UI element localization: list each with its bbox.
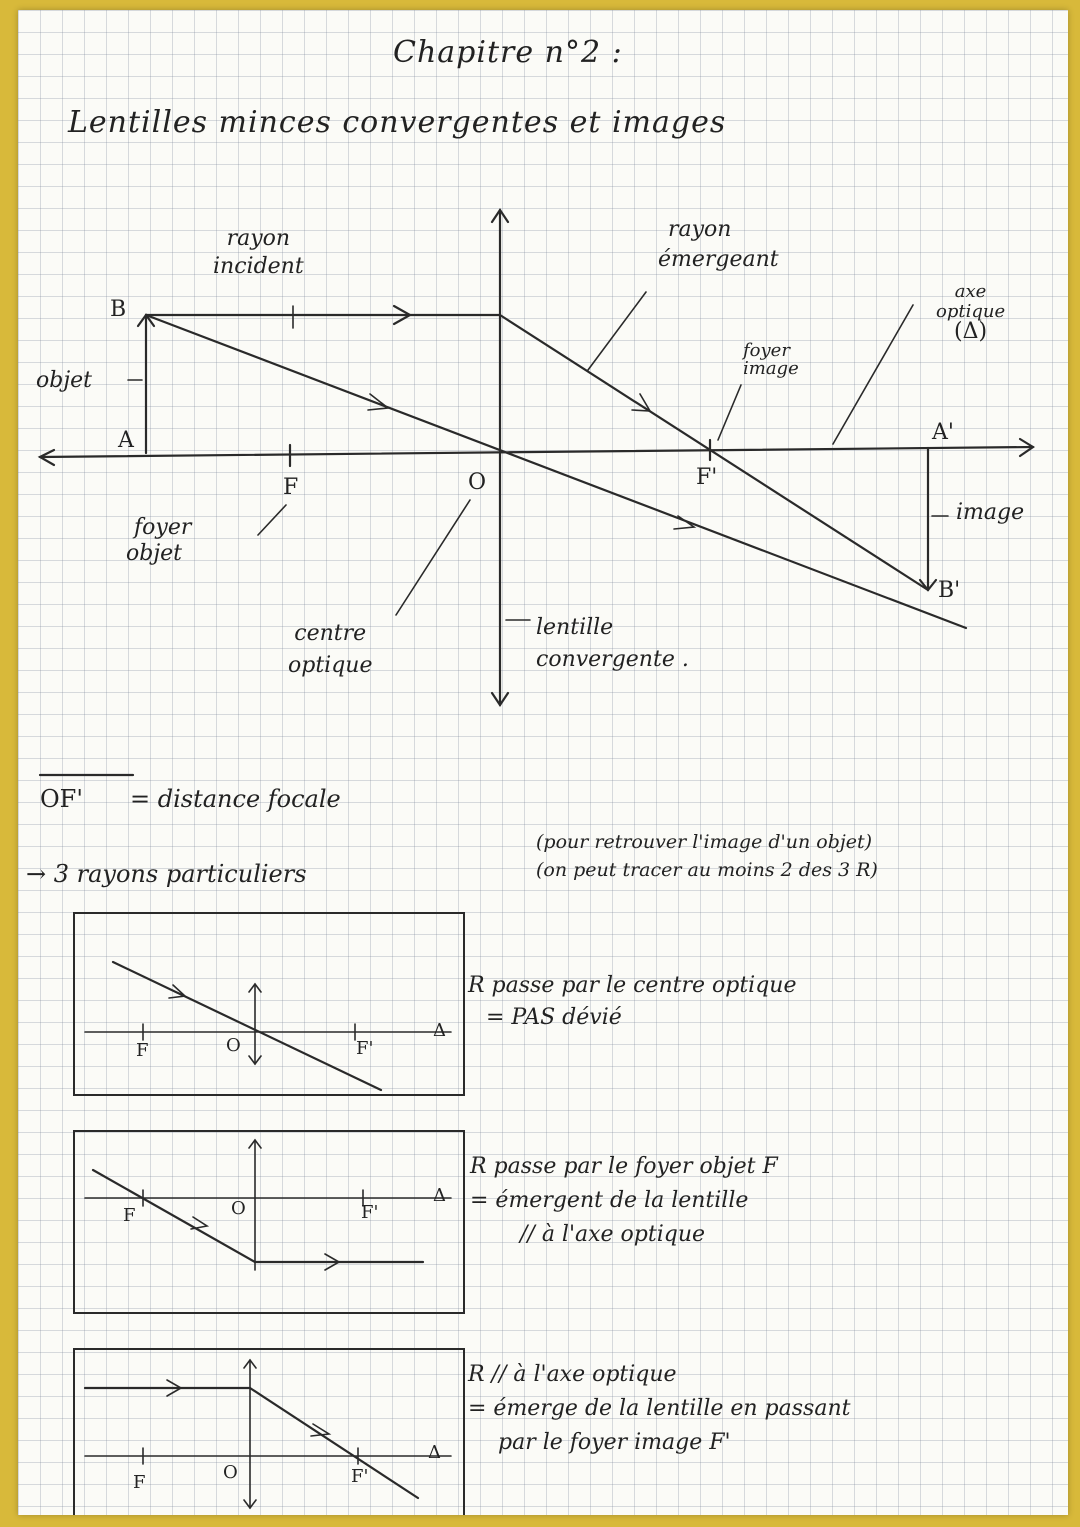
image-label: image [956,500,1025,525]
case-1-delta: Δ [433,1020,446,1041]
axis-pointer [833,305,913,444]
overline [38,772,138,782]
case-1-f-prime: F' [356,1038,374,1059]
objet-label: objet [36,368,93,393]
notebook-page [18,10,1068,1515]
case-3-f: F [133,1472,146,1493]
optical-axis-line [40,447,1033,457]
case-2-delta: Δ [433,1185,446,1206]
case-1-rule: R passe par le centre optique = PAS dévié [468,973,797,1030]
case-3-o: O [223,1462,238,1483]
focal-symbol: OF' [40,785,83,813]
point-f-prime: F' [696,465,718,490]
point-a: A [118,428,134,453]
focus-image-pointer [718,385,741,440]
case-2-rule: R passe par le foyer objet F = émergent de la lentille // à l'axe optique [470,1154,778,1247]
case-3-rule: R // à l'axe optique = émerge de la lentille en passant par le foyer image F' [468,1362,851,1455]
point-b: B [110,297,127,322]
focus-image-label: foyer image [743,340,799,379]
lens-label: lentille convergente . [536,615,689,672]
case-1-f: F [136,1040,149,1061]
optical-centre-label: centre optique [288,621,373,678]
point-o: O [468,470,487,495]
chapter-subtitle: Lentilles minces convergentes et images [68,105,727,140]
case-3-f-prime: F' [351,1466,369,1487]
focus-object-label: foyer objet [126,515,192,566]
case-2-f: F [123,1205,136,1226]
chapter-title: Chapitre n°2 : [393,35,623,70]
rays-intro: → 3 rayons particuliers [26,860,307,888]
optical-axis-label: axe optique (Δ) [936,281,1006,344]
focus-object-pointer [258,505,286,535]
incident-ray-label: rayon incident [213,226,304,279]
case-1-o: O [226,1035,241,1056]
case-1-diagram [73,912,473,1102]
emergent-pointer [588,292,646,370]
central-ray [146,315,966,628]
point-f: F [283,475,299,500]
focal-definition: = distance focale [130,785,341,813]
rays-note: (pour retrouver l'image d'un objet) (on peut tracer au moins 2 des 3 R) [536,831,878,881]
case-2-o: O [231,1198,246,1219]
point-a-prime: A' [932,420,954,445]
emergent-ray-label: rayon émergeant [658,217,779,272]
centre-pointer [396,500,470,615]
point-b-prime: B' [938,578,961,603]
case-2-f-prime: F' [361,1202,379,1223]
case-3-delta: Δ [428,1442,441,1463]
